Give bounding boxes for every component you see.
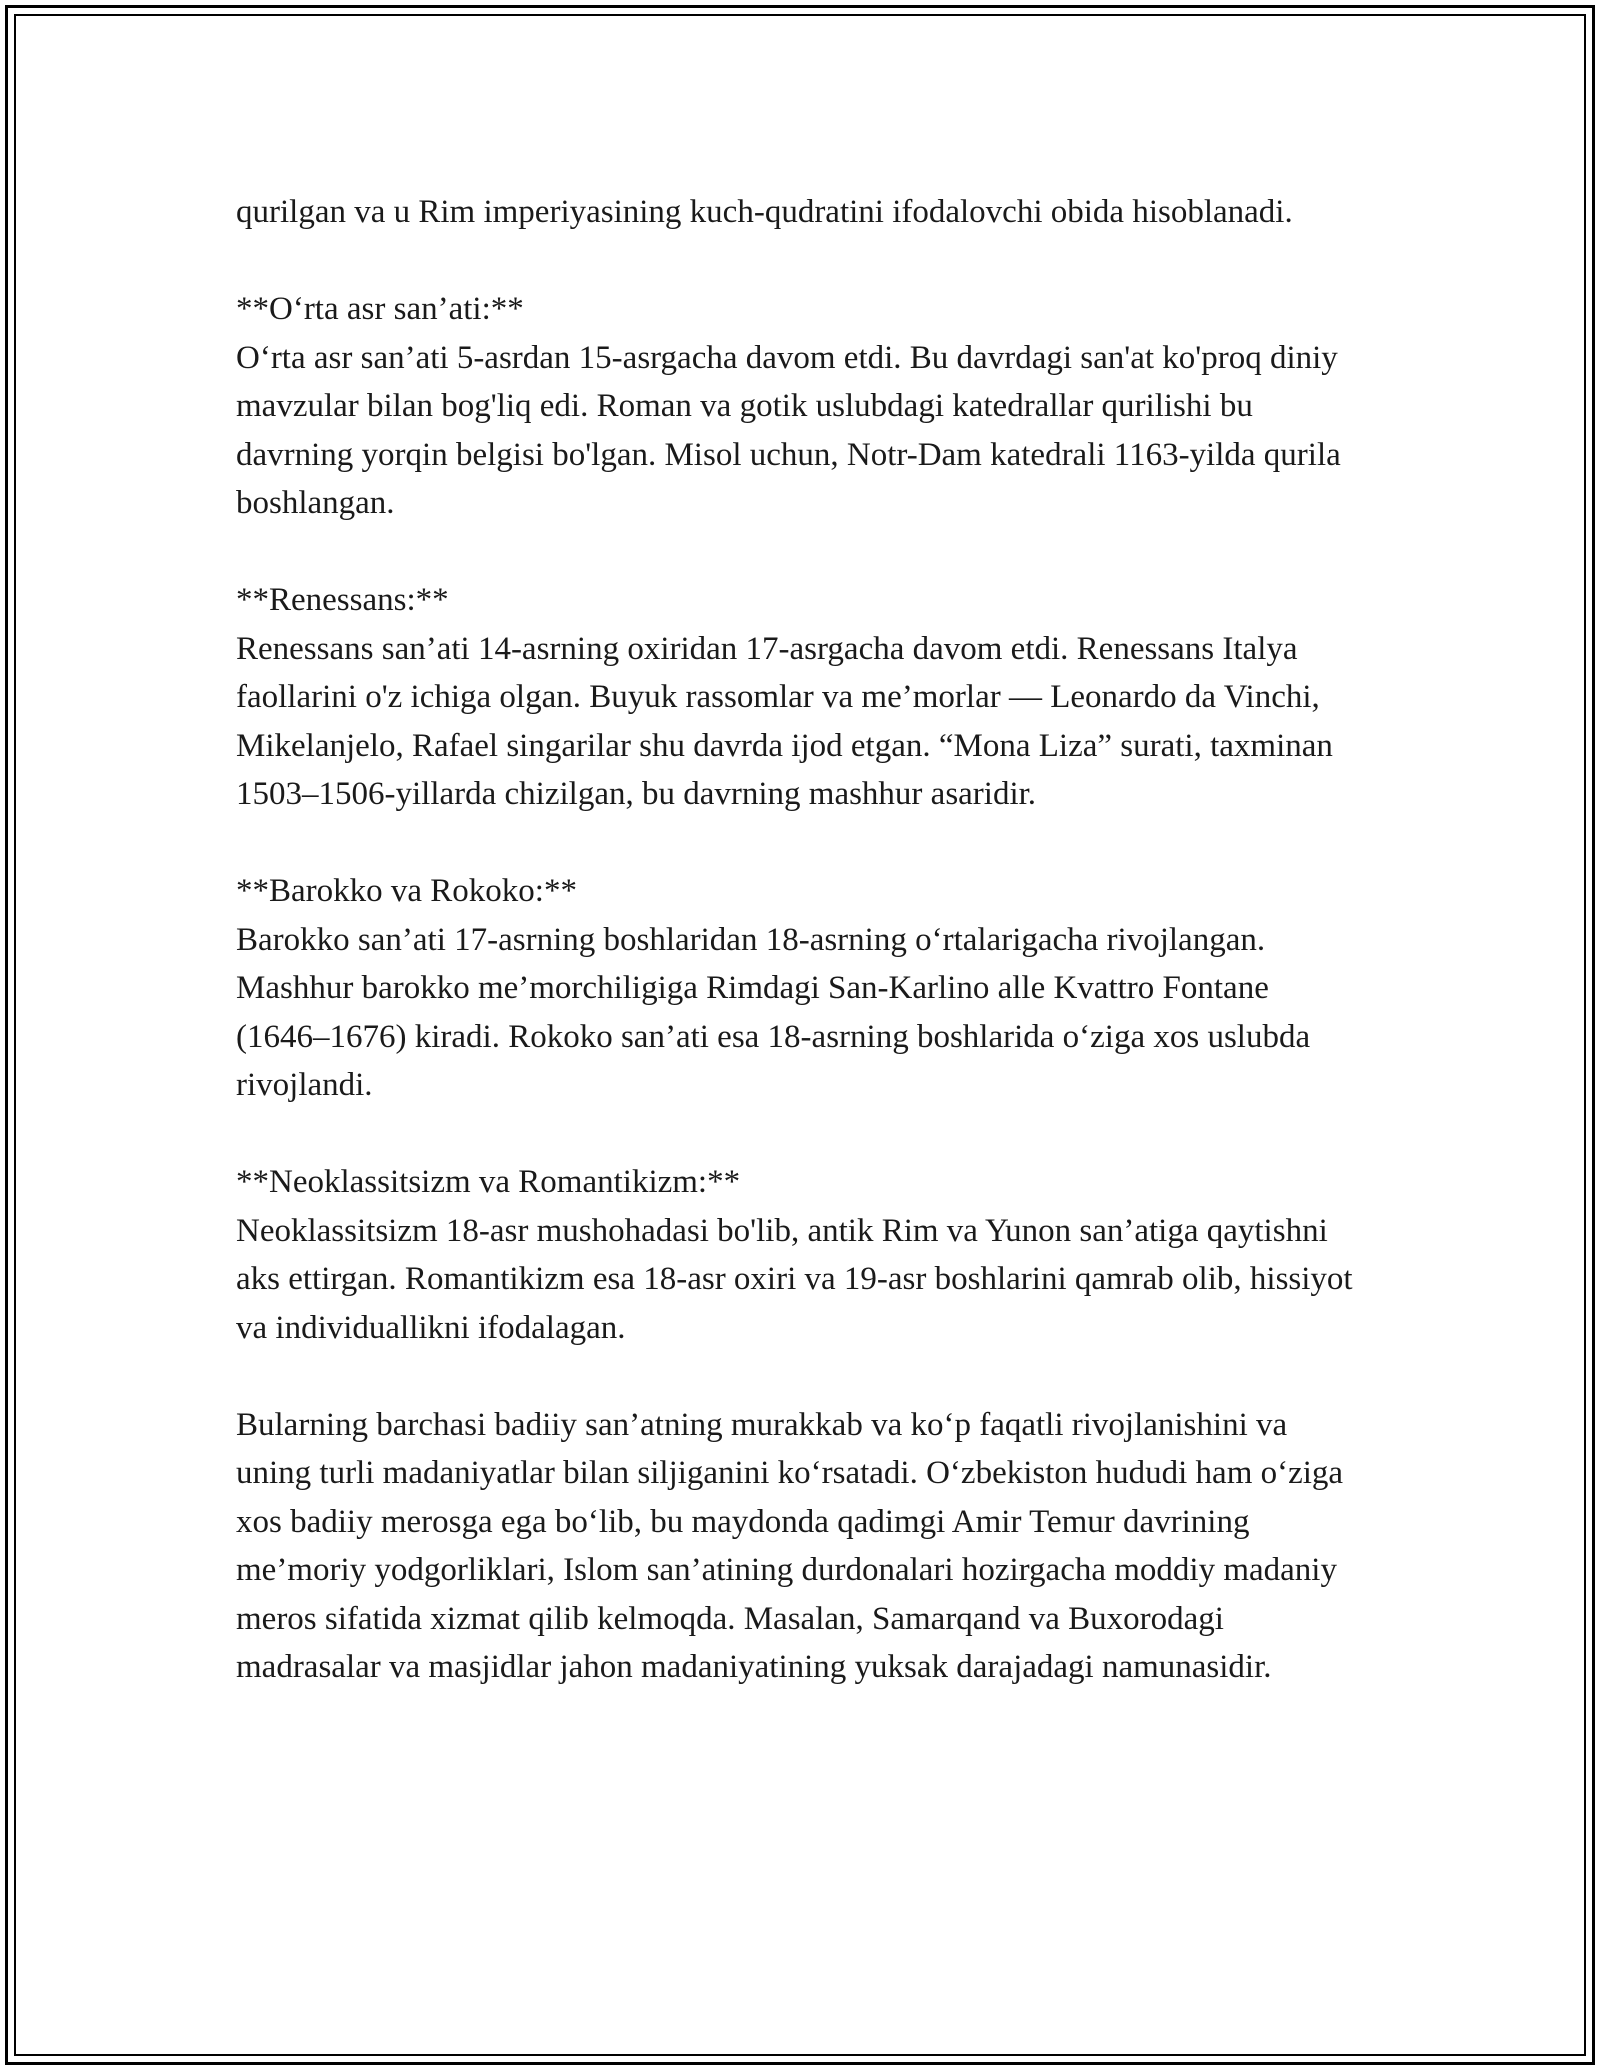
text-block-renessans [236,576,1366,819]
document-body [236,188,1366,1740]
paragraph-renessans: Renessans san’ati 14-asrning oxiridan 17-asrgacha davom etdi. Renessans Italya faollarini o'z ichiga olgan. Buyuk rassomlar va me’morlar — Leonardo da Vinchi, Mikelanjelo, Rafael singarilar shu davrda ijod etgan. “Mona Liza” surati, taxminan 1503–1506-yillarda chizilgan, bu davrning mashhur asaridir. [236,630,1333,812]
text-block-orta-asr [236,285,1366,528]
section-heading-renessans: **Renessans:** [236,582,449,618]
section-heading-orta-asr: **Oʻrta asr san’ati:** [236,291,524,327]
text-block-neoklassitsizm [236,1158,1366,1352]
paragraph-conclusion: Bularning barchasi badiiy san’atning murakkab va koʻp faqatli rivojlanishini va uning turli madaniyatlar bilan siljiganini koʻrsatadi. Oʻzbekiston hududi ham oʻziga xos badiiy merosga ega boʻlib, bu maydonda qadimgi Amir Temur davrining me’moriy yodgorliklari, Islom san’atining durdonalari hozirgacha moddiy madaniy meros sifatida xizmat qilib kelmoqda. Masalan, Samarqand va Buxorodagi madrasalar va masjidlar jahon madaniyatining yuksak darajadagi namunasidir. [236,1406,1344,1685]
paragraph-intro: qurilgan va u Rim imperiyasining kuch-qudratini ifodalovchi obida hisoblanadi. [236,194,1293,230]
section-heading-barokko: **Barokko va Rokoko:** [236,873,577,909]
text-block-intro [236,188,1366,237]
paragraph-orta-asr: Oʻrta asr san’ati 5-asrdan 15-asrgacha davom etdi. Bu davrdagi san'at ko'proq diniy mavzular bilan bog'liq edi. Roman va gotik uslubdagi katedrallar qurilishi bu davrning yorqin belgisi bo'lgan. Misol uchun, Notr-Dam katedrali 1163-yilda qurila boshlangan. [236,339,1341,521]
paragraph-barokko: Barokko san’ati 17-asrning boshlaridan 18-asrning oʻrtalarigacha rivojlangan. Mashhur barokko me’morchiligiga Rimdagi San-Karlino alle Kvattro Fontane (1646–1676) kiradi. Rokoko san’ati esa 18-asrning boshlarida oʻziga xos uslubda rivojlandi. [236,921,1311,1103]
paragraph-neoklassitsizm: Neoklassitsizm 18-asr mushohadasi bo'lib, antik Rim va Yunon san’atiga qaytishni aks ettirgan. Romantikizm esa 18-asr oxiri va 19-asr boshlarini qamrab olib, hissiyot va individuallikni ifodalagan. [236,1212,1353,1346]
text-block-barokko [236,867,1366,1110]
text-block-conclusion [236,1401,1366,1692]
section-heading-neoklassitsizm: **Neoklassitsizm va Romantikizm:** [236,1164,741,1200]
